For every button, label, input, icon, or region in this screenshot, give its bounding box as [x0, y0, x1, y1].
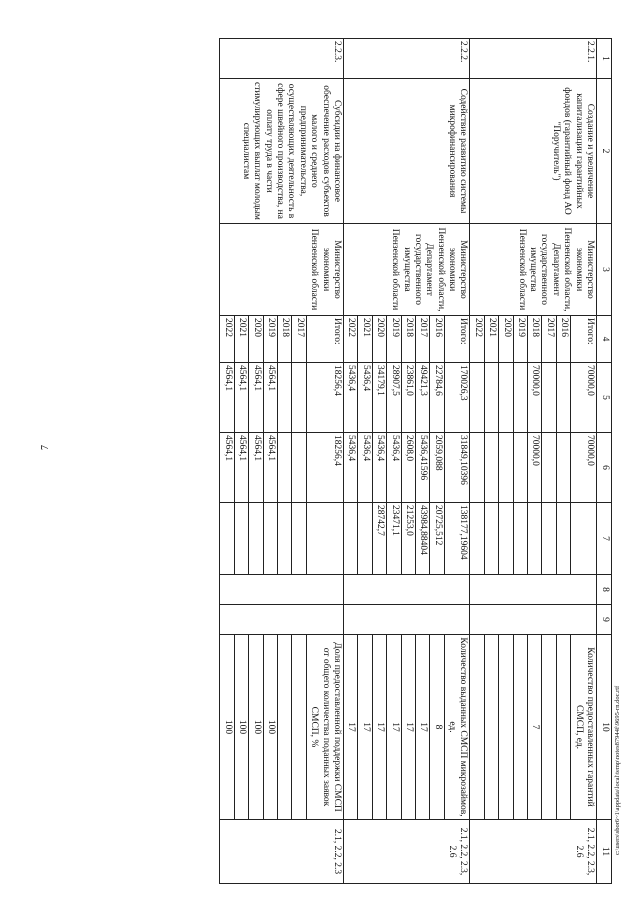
- amount-other-cell: [292, 503, 306, 575]
- amount-regional-cell: [484, 433, 498, 503]
- amount-total-cell: 34179,1: [372, 363, 386, 433]
- year-cell: 2017: [292, 316, 306, 363]
- year-cell: 2022: [343, 316, 357, 363]
- amount-regional-cell: [292, 433, 306, 503]
- empty-col9-cell: [220, 605, 344, 635]
- amount-regional-cell: [542, 433, 556, 503]
- amount-total-cell: 28907,5: [387, 363, 401, 433]
- amount-regional-cell: 4564,1: [249, 433, 263, 503]
- indicator-name-cell: Количество предоставленных гарантий СМСП, ед.: [571, 635, 597, 820]
- amount-total-cell: 49421,3: [415, 363, 429, 433]
- column-number-cell: 7: [597, 503, 612, 575]
- amount-other-cell: [542, 503, 556, 575]
- column-number-cell: 2: [597, 79, 612, 224]
- indicator-value-cell: [292, 635, 306, 820]
- amount-regional-cell: 2608,0: [401, 433, 415, 503]
- year-cell: 2016: [556, 316, 570, 363]
- column-number-cell: 9: [597, 605, 612, 635]
- amount-other-cell: [470, 503, 484, 575]
- amount-other-cell: 43984,88404: [415, 503, 429, 575]
- executor-cell: Министерство экономики Пензенской области: [220, 224, 344, 316]
- column-number-row: [597, 39, 612, 884]
- indicator-value-cell: 17: [415, 635, 429, 820]
- amount-other-cell: [513, 503, 527, 575]
- amount-total-cell: [556, 363, 570, 433]
- year-cell: 2021: [234, 316, 248, 363]
- page-number: 7: [40, 445, 51, 450]
- amount-other-cell: [484, 503, 498, 575]
- amount-total-cell: 170026,3: [444, 363, 470, 433]
- column-number-cell: 10: [597, 635, 612, 820]
- amount-total-cell: [542, 363, 556, 433]
- amount-regional-cell: 5436,41596: [415, 433, 429, 503]
- amount-total-cell: [278, 363, 292, 433]
- indicator-value-cell: [484, 635, 498, 820]
- year-cell: Итого:: [571, 316, 597, 363]
- empty-col9-cell: [343, 605, 470, 635]
- amount-other-cell: [234, 503, 248, 575]
- empty-col9-cell: [470, 605, 597, 635]
- activity-name-cell: Создание и увеличение капитализации гарантийных фондов (гарантийный фонд АО "Поручитель"): [470, 79, 597, 224]
- year-cell: 2018: [401, 316, 415, 363]
- table-row: [444, 39, 470, 884]
- amount-regional-cell: 5436,4: [387, 433, 401, 503]
- amount-other-cell: 20725,512: [430, 503, 444, 575]
- column-number-cell: 3: [597, 224, 612, 316]
- indicator-value-cell: [556, 635, 570, 820]
- indicator-name-cell: Доля предоставленной поддержки СМСП от общего количества поданных заявок СМСП, %: [306, 635, 343, 820]
- indicator-value-cell: [513, 635, 527, 820]
- amount-other-cell: [220, 503, 234, 575]
- amount-regional-cell: 18256,4: [306, 433, 343, 503]
- amount-total-cell: [513, 363, 527, 433]
- amount-regional-cell: 5436,4: [343, 433, 357, 503]
- year-cell: 2021: [358, 316, 372, 363]
- amount-other-cell: [263, 503, 277, 575]
- indicator-value-cell: 17: [387, 635, 401, 820]
- empty-col8-cell: [343, 575, 470, 605]
- amount-regional-cell: 70000,0: [528, 433, 542, 503]
- table-row: [306, 39, 343, 884]
- amount-other-cell: [306, 503, 343, 575]
- indicator-value-cell: [542, 635, 556, 820]
- indicator-value-cell: [499, 635, 513, 820]
- empty-col8-cell: [220, 575, 344, 605]
- row-number-cell: 2.2.2.: [343, 39, 470, 79]
- amount-total-cell: 22784,6: [430, 363, 444, 433]
- year-cell: 2022: [220, 316, 234, 363]
- amount-total-cell: [499, 363, 513, 433]
- year-cell: 2019: [387, 316, 401, 363]
- executor-cell: Министерство экономики Пензенской области, Департамент государственного имущества Пензенской области: [470, 224, 597, 316]
- indicator-value-cell: 17: [401, 635, 415, 820]
- year-cell: 2019: [263, 316, 277, 363]
- amount-regional-cell: 4564,1: [220, 433, 234, 503]
- rotated-page: [82, 38, 612, 883]
- indicator-value-cell: [470, 635, 484, 820]
- amount-regional-cell: 4564,1: [263, 433, 277, 503]
- row-number-cell: 2.2.3.: [220, 39, 344, 79]
- amount-total-cell: 4564,1: [263, 363, 277, 433]
- indicator-value-cell: 17: [358, 635, 372, 820]
- amount-regional-cell: [513, 433, 527, 503]
- amount-other-cell: [278, 503, 292, 575]
- amount-total-cell: 23861,0: [401, 363, 415, 433]
- year-cell: 2020: [499, 316, 513, 363]
- indicator-value-cell: [278, 635, 292, 820]
- amount-other-cell: 23471,1: [387, 503, 401, 575]
- amount-total-cell: 4564,1: [234, 363, 248, 433]
- amount-regional-cell: [556, 433, 570, 503]
- amount-total-cell: [484, 363, 498, 433]
- amount-other-cell: [343, 503, 357, 575]
- amount-other-cell: 28742,7: [372, 503, 386, 575]
- table-row: [571, 39, 597, 884]
- links-cell: 2.1, 2.2, 2.3, 2.6: [343, 820, 470, 884]
- amount-regional-cell: 2059,088: [430, 433, 444, 503]
- column-number-cell: 4: [597, 316, 612, 363]
- year-cell: 2017: [542, 316, 556, 363]
- amount-regional-cell: [499, 433, 513, 503]
- amount-total-cell: [470, 363, 484, 433]
- amount-other-cell: [528, 503, 542, 575]
- amount-other-cell: [556, 503, 570, 575]
- indicator-value-cell: 8: [430, 635, 444, 820]
- amount-regional-cell: 31849,10396: [444, 433, 470, 503]
- year-cell: 2020: [249, 316, 263, 363]
- column-number-cell: 1: [597, 39, 612, 79]
- amount-total-cell: 70000,0: [528, 363, 542, 433]
- amount-total-cell: [292, 363, 306, 433]
- amount-regional-cell: [470, 433, 484, 503]
- program-table: [219, 38, 612, 884]
- amount-other-cell: [499, 503, 513, 575]
- indicator-value-cell: 7: [528, 635, 542, 820]
- year-cell: 2020: [372, 316, 386, 363]
- links-cell: 2.1, 2.2, 2.3: [220, 820, 344, 884]
- amount-total-cell: 5436,4: [343, 363, 357, 433]
- amount-total-cell: 18256,4: [306, 363, 343, 433]
- column-number-cell: 8: [597, 575, 612, 605]
- amount-regional-cell: 5436,4: [372, 433, 386, 503]
- column-number-cell: 5: [597, 363, 612, 433]
- executor-cell: Министерство экономики Пензенской области, Департамент государственного имущества Пензенской области: [343, 224, 470, 316]
- indicator-name-cell: Количество выданных СМСП микрозаймов, ед.: [444, 635, 470, 820]
- year-cell: 2016: [430, 316, 444, 363]
- amount-regional-cell: 5436,4: [358, 433, 372, 503]
- amount-other-cell: [358, 503, 372, 575]
- activity-name-cell: Субсидии на финансовое обеспечение расходов субъектов малого и среднего предпринимательства, осуществляющих деятельность в сфере швейного производства, на оплату труда в части стимулирующих выплат молодым специалистам: [220, 79, 344, 224]
- year-cell: Итого:: [444, 316, 470, 363]
- amount-total-cell: 70000,0: [571, 363, 597, 433]
- amount-other-cell: 21253,0: [401, 503, 415, 575]
- year-cell: 2021: [484, 316, 498, 363]
- indicator-value-cell: 100: [249, 635, 263, 820]
- column-number-cell: 6: [597, 433, 612, 503]
- indicator-value-cell: 17: [372, 635, 386, 820]
- amount-other-cell: [571, 503, 597, 575]
- amount-other-cell: [249, 503, 263, 575]
- empty-col8-cell: [470, 575, 597, 605]
- year-cell: 2017: [415, 316, 429, 363]
- year-cell: 2018: [528, 316, 542, 363]
- amount-regional-cell: 4564,1: [234, 433, 248, 503]
- footer-file-path: c:\users\sbor6~1\appdata\local\temp\notes87944f\9695-rn.doc.rtf: [614, 685, 621, 855]
- amount-other-cell: 138177,19604: [444, 503, 470, 575]
- column-number-cell: 11: [597, 820, 612, 884]
- links-cell: 2.1, 2.2, 2.3, 2.6: [470, 820, 597, 884]
- indicator-value-cell: 100: [234, 635, 248, 820]
- amount-total-cell: 5436,4: [358, 363, 372, 433]
- indicator-value-cell: 100: [263, 635, 277, 820]
- year-cell: 2018: [278, 316, 292, 363]
- activity-name-cell: Содействие развитию системы микрофинансирования: [343, 79, 470, 224]
- year-cell: 2019: [513, 316, 527, 363]
- amount-total-cell: 4564,1: [249, 363, 263, 433]
- amount-regional-cell: 70000,0: [571, 433, 597, 503]
- row-number-cell: 2.2.1.: [470, 39, 597, 79]
- amount-total-cell: 4564,1: [220, 363, 234, 433]
- year-cell: Итого:: [306, 316, 343, 363]
- indicator-value-cell: 100: [220, 635, 234, 820]
- indicator-value-cell: 17: [343, 635, 357, 820]
- amount-regional-cell: [278, 433, 292, 503]
- year-cell: 2022: [470, 316, 484, 363]
